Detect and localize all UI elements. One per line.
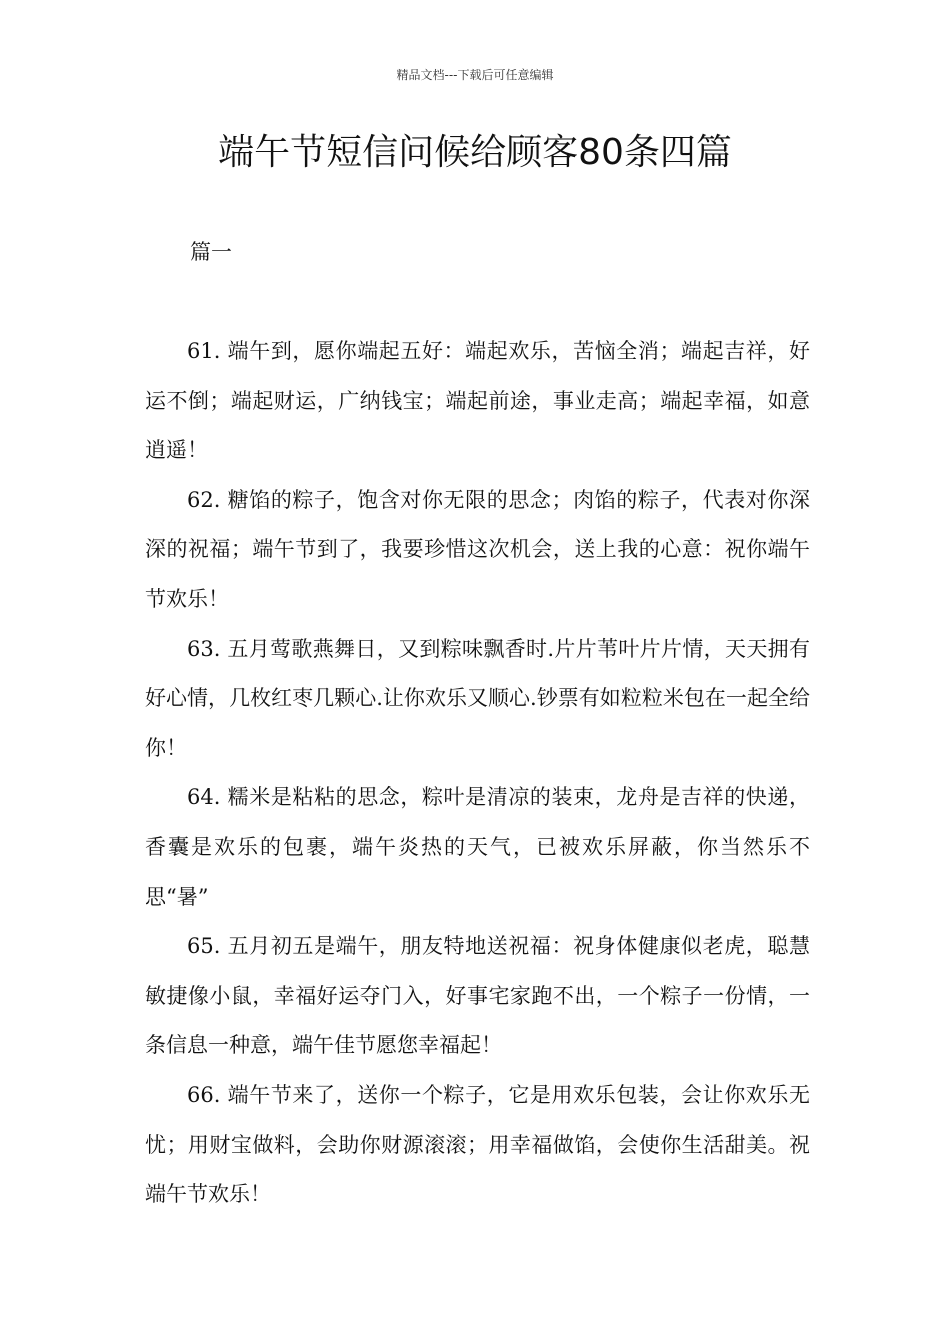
paragraph-65: 65. 五月初五是端午，朋友特地送祝福：祝身体健康似老虎，聪慧敏捷像小鼠，幸福好运夺门入，好事宅家跑不出，一个粽子一份情，一条信息一种意，端午佳节愿您幸福起！ (145, 934, 810, 1058)
paragraph-64: 64. 糯米是粘粘的思念，粽叶是清凉的装束，龙舟是吉祥的快递，香囊是欢乐的包裹，端午炎热的天气，已被欢乐屏蔽，你当然乐不思“暑” (145, 785, 810, 909)
header-note: 精品文档---下载后可任意编辑 (396, 68, 554, 82)
document-title: 端午节短信问候给顾客80条四篇 (218, 132, 732, 173)
document-body (145, 327, 810, 1220)
section-label: 篇一 (190, 240, 232, 264)
paragraph-62: 62. 糖馅的粽子，饱含对你无限的思念；肉馅的粽子，代表对你深深的祝福；端午节到了，我要珍惜这次机会，送上我的心意：祝你端午节欢乐！ (145, 487, 810, 611)
paragraph-66: 66. 端午节来了，送你一个粽子，它是用欢乐包装，会让你欢乐无忧；用财宝做料，会助你财源滚滚；用幸福做馅，会使你生活甜美。祝端午节欢乐！ (145, 1082, 810, 1207)
paragraph-61: 61. 端午到，愿你端起五好：端起欢乐，苦恼全消；端起吉祥，好运不倒；端起财运，广纳钱宝；端起前途，事业走高；端起幸福，如意逍遥！ (145, 339, 810, 463)
paragraph-63: 63. 五月莺歌燕舞日，又到粽味飘香时.片片苇叶片片情，天天拥有好心情，几枚红枣几颗心.让你欢乐又顺心.钞票有如粒粒米包在一起全给你！ (145, 636, 810, 760)
